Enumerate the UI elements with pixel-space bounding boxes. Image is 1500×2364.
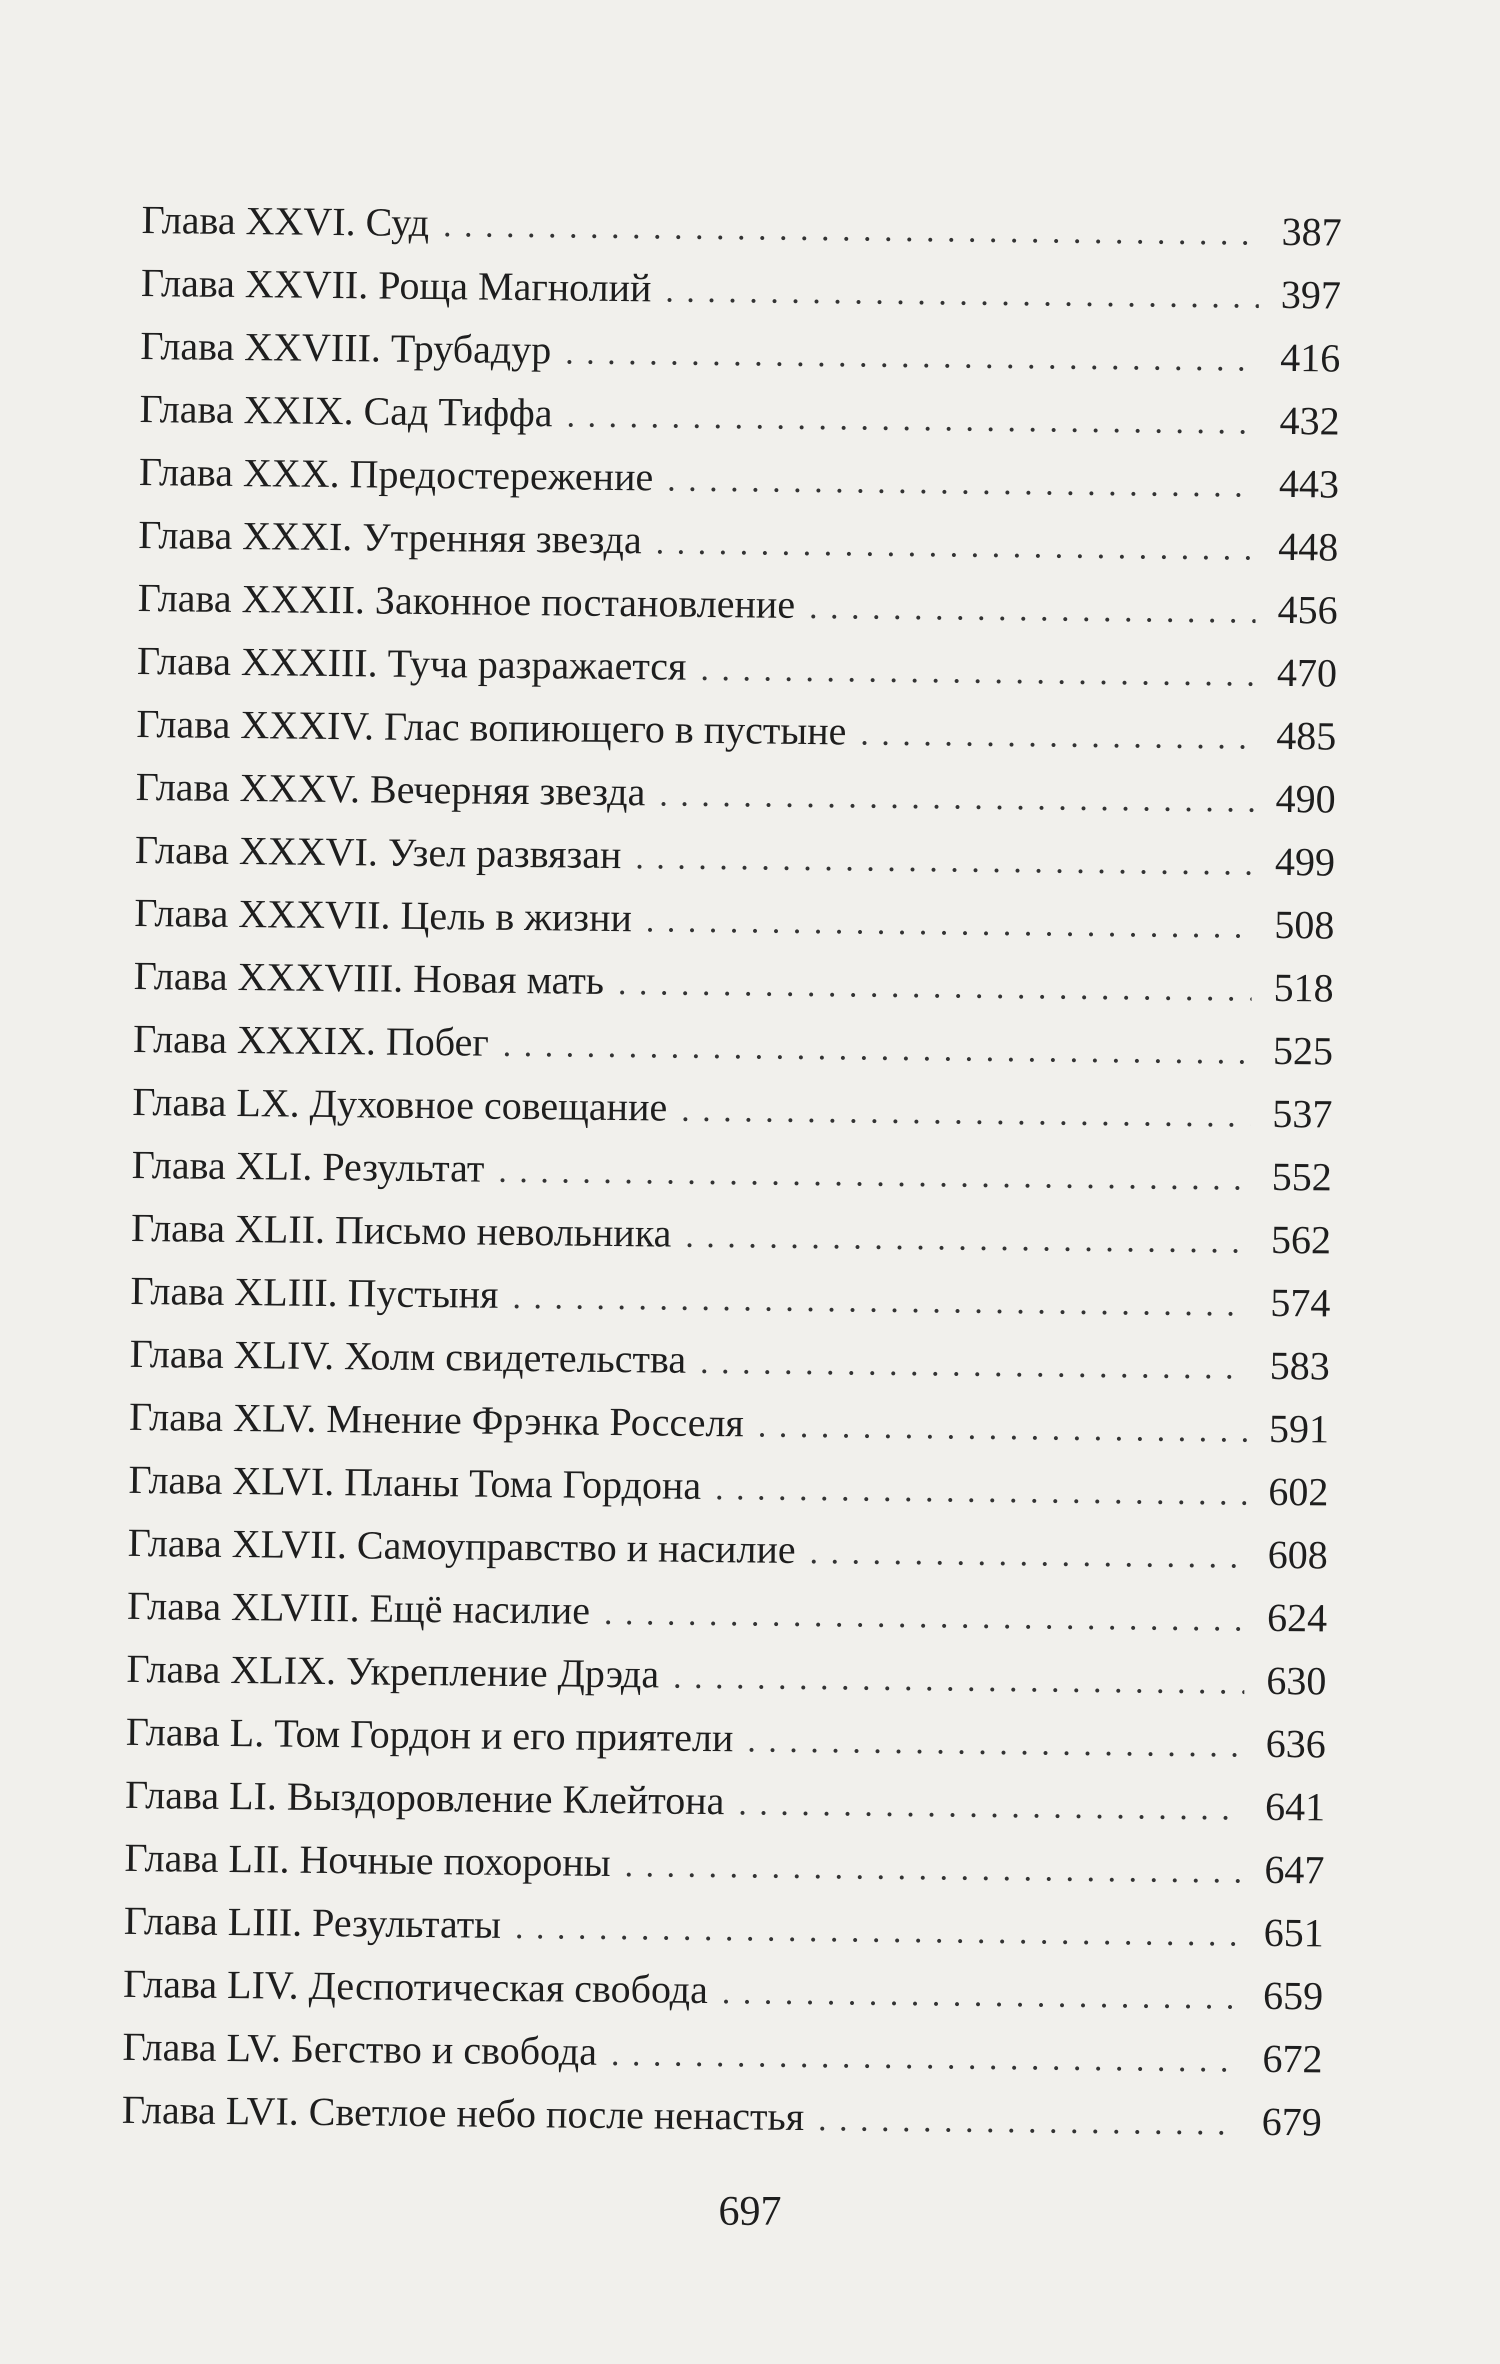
toc-dot-leader bbox=[565, 321, 1259, 391]
toc-entry-title: Глава XLVII. Самоуправство и насилие bbox=[127, 1519, 796, 1572]
toc-entry-title: Глава XXVI. Суд bbox=[141, 196, 430, 246]
table-of-contents bbox=[122, 188, 1342, 2153]
toc-dot-leader bbox=[665, 259, 1259, 328]
toc-entry-page: 583 bbox=[1269, 1342, 1330, 1389]
toc-dot-leader bbox=[566, 384, 1258, 454]
toc-entry-page: 659 bbox=[1262, 1972, 1324, 2019]
toc-entry-page: 485 bbox=[1276, 712, 1337, 759]
toc-entry-title: Глава XLII. Письмо невольника bbox=[130, 1204, 672, 1256]
toc-entry-title: Глава LVI. Светлое небо после ненастья bbox=[121, 2086, 805, 2140]
toc-dot-leader bbox=[618, 952, 1252, 1022]
toc-dot-leader bbox=[646, 889, 1253, 958]
toc-entry-page: 518 bbox=[1273, 964, 1334, 1011]
toc-entry-page: 416 bbox=[1280, 334, 1341, 381]
toc-dot-leader bbox=[685, 1205, 1249, 1274]
toc-entry-page: 397 bbox=[1280, 271, 1342, 318]
toc-entry-page: 647 bbox=[1264, 1846, 1325, 1893]
toc-entry-page: 525 bbox=[1272, 1027, 1334, 1074]
toc-entry-title: Глава XXIX. Сад Тиффа bbox=[139, 385, 553, 436]
toc-dot-leader bbox=[809, 1521, 1246, 1589]
toc-dot-leader bbox=[860, 703, 1255, 770]
toc-entry-title: Глава XXVII. Роща Магнолий bbox=[140, 259, 652, 311]
toc-entry-page: 630 bbox=[1266, 1657, 1327, 1704]
toc-entry-title: Глава XLVIII. Ещё насилие bbox=[126, 1582, 591, 1633]
toc-dot-leader bbox=[604, 1582, 1246, 1652]
toc-dot-leader bbox=[659, 763, 1254, 832]
toc-entry-title: Глава L. Том Гордон и его приятели bbox=[125, 1708, 734, 1761]
toc-entry-page: 608 bbox=[1267, 1531, 1328, 1578]
toc-entry-title: Глава XXVIII. Трубадур bbox=[140, 322, 552, 373]
page-number: 697 bbox=[718, 2189, 782, 2235]
toc-entry-title: Глава LI. Выздоровление Клейтона bbox=[124, 1771, 725, 1824]
toc-dot-leader bbox=[624, 1834, 1242, 1903]
toc-dot-leader bbox=[818, 2088, 1240, 2155]
toc-entry-title: Глава XXXV. Вечерняя звезда bbox=[135, 763, 646, 815]
toc-entry-page: 624 bbox=[1266, 1594, 1328, 1641]
toc-dot-leader bbox=[757, 1395, 1247, 1463]
toc-dot-leader bbox=[722, 1961, 1242, 2029]
toc-entry-title: Глава XLI. Результат bbox=[131, 1141, 485, 1191]
toc-dot-leader bbox=[635, 826, 1253, 895]
toc-dot-leader bbox=[747, 1709, 1244, 1777]
toc-entry-page: 636 bbox=[1265, 1720, 1327, 1767]
toc-entry-title: Глава XXXVII. Цель в жизни bbox=[134, 889, 633, 941]
toc-entry-title: Глава XXXIII. Туча разражается bbox=[136, 637, 687, 689]
toc-dot-leader bbox=[515, 1896, 1242, 1967]
toc-dot-leader bbox=[655, 511, 1256, 580]
toc-entry-title: Глава LIII. Результаты bbox=[123, 1897, 502, 1947]
toc-entry-title: Глава XXXII. Законное постановление bbox=[137, 574, 796, 627]
toc-entry-page: 537 bbox=[1272, 1090, 1333, 1137]
toc-dot-leader bbox=[512, 1266, 1249, 1337]
toc-entry-page: 508 bbox=[1274, 901, 1335, 948]
toc-entry-page: 470 bbox=[1276, 649, 1338, 696]
toc-entry-title: Глава LIV. Деспотическая свобода bbox=[122, 1960, 709, 2013]
toc-entry-page: 443 bbox=[1278, 460, 1340, 507]
toc-entry-title: Глава XLIV. Холм свидетельства bbox=[129, 1330, 687, 1382]
toc-entry-page: 387 bbox=[1281, 208, 1342, 255]
toc-dot-leader bbox=[715, 1457, 1247, 1526]
toc-dot-leader bbox=[809, 576, 1256, 644]
toc-entry-page: 552 bbox=[1271, 1153, 1332, 1200]
toc-dot-leader bbox=[611, 2023, 1241, 2093]
toc-entry-page: 672 bbox=[1262, 2035, 1323, 2082]
toc-entry-title: Глава XXXIX. Побег bbox=[132, 1015, 489, 1065]
toc-dot-leader bbox=[681, 1079, 1251, 1148]
toc-entry-title: Глава XLV. Мнение Фрэнка Росселя bbox=[128, 1393, 745, 1446]
toc-entry-page: 602 bbox=[1268, 1468, 1329, 1515]
toc-entry-page: 499 bbox=[1274, 838, 1336, 885]
toc-entry-page: 562 bbox=[1270, 1216, 1332, 1263]
toc-entry-page: 448 bbox=[1278, 523, 1339, 570]
toc-entry-title: Глава XLIX. Укрепление Дрэда bbox=[126, 1645, 660, 1697]
toc-entry-title: Глава LII. Ночные похороны bbox=[124, 1834, 611, 1885]
toc-entry-title: Глава XXXIV. Глас вопиющего в пустыне bbox=[136, 700, 847, 754]
toc-entry-page: 679 bbox=[1261, 2098, 1323, 2145]
toc-entry-page: 591 bbox=[1268, 1405, 1330, 1452]
toc-entry-title: Глава XXX. Предостережение bbox=[138, 448, 654, 500]
toc-entry-page: 456 bbox=[1277, 586, 1338, 633]
toc-dot-leader bbox=[673, 1646, 1245, 1715]
toc-entry-page: 641 bbox=[1264, 1783, 1326, 1830]
toc-entry-title: Глава XLVI. Планы Тома Гордона bbox=[128, 1456, 702, 1508]
toc-entry-page: 574 bbox=[1270, 1279, 1331, 1326]
toc-entry-page: 490 bbox=[1275, 775, 1336, 822]
toc-entry-title: Глава LV. Бегство и свобода bbox=[122, 2023, 598, 2074]
toc-entry-page: 432 bbox=[1279, 397, 1340, 444]
toc-dot-leader bbox=[667, 449, 1257, 518]
toc-entry-title: Глава XLIII. Пустыня bbox=[130, 1267, 499, 1317]
toc-entry-page: 651 bbox=[1263, 1909, 1325, 1956]
toc-dot-leader bbox=[700, 638, 1255, 707]
toc-entry-title: Глава XXXVIII. Новая мать bbox=[133, 952, 605, 1003]
toc-entry-title: Глава XXXI. Утренняя звезда bbox=[138, 511, 643, 563]
toc-entry-title: Глава XXXVI. Узел развязан bbox=[134, 826, 622, 878]
toc-dot-leader bbox=[700, 1331, 1248, 1400]
toc-dot-leader bbox=[738, 1772, 1243, 1840]
toc-entry-title: Глава LX. Духовное совещание bbox=[132, 1078, 668, 1130]
